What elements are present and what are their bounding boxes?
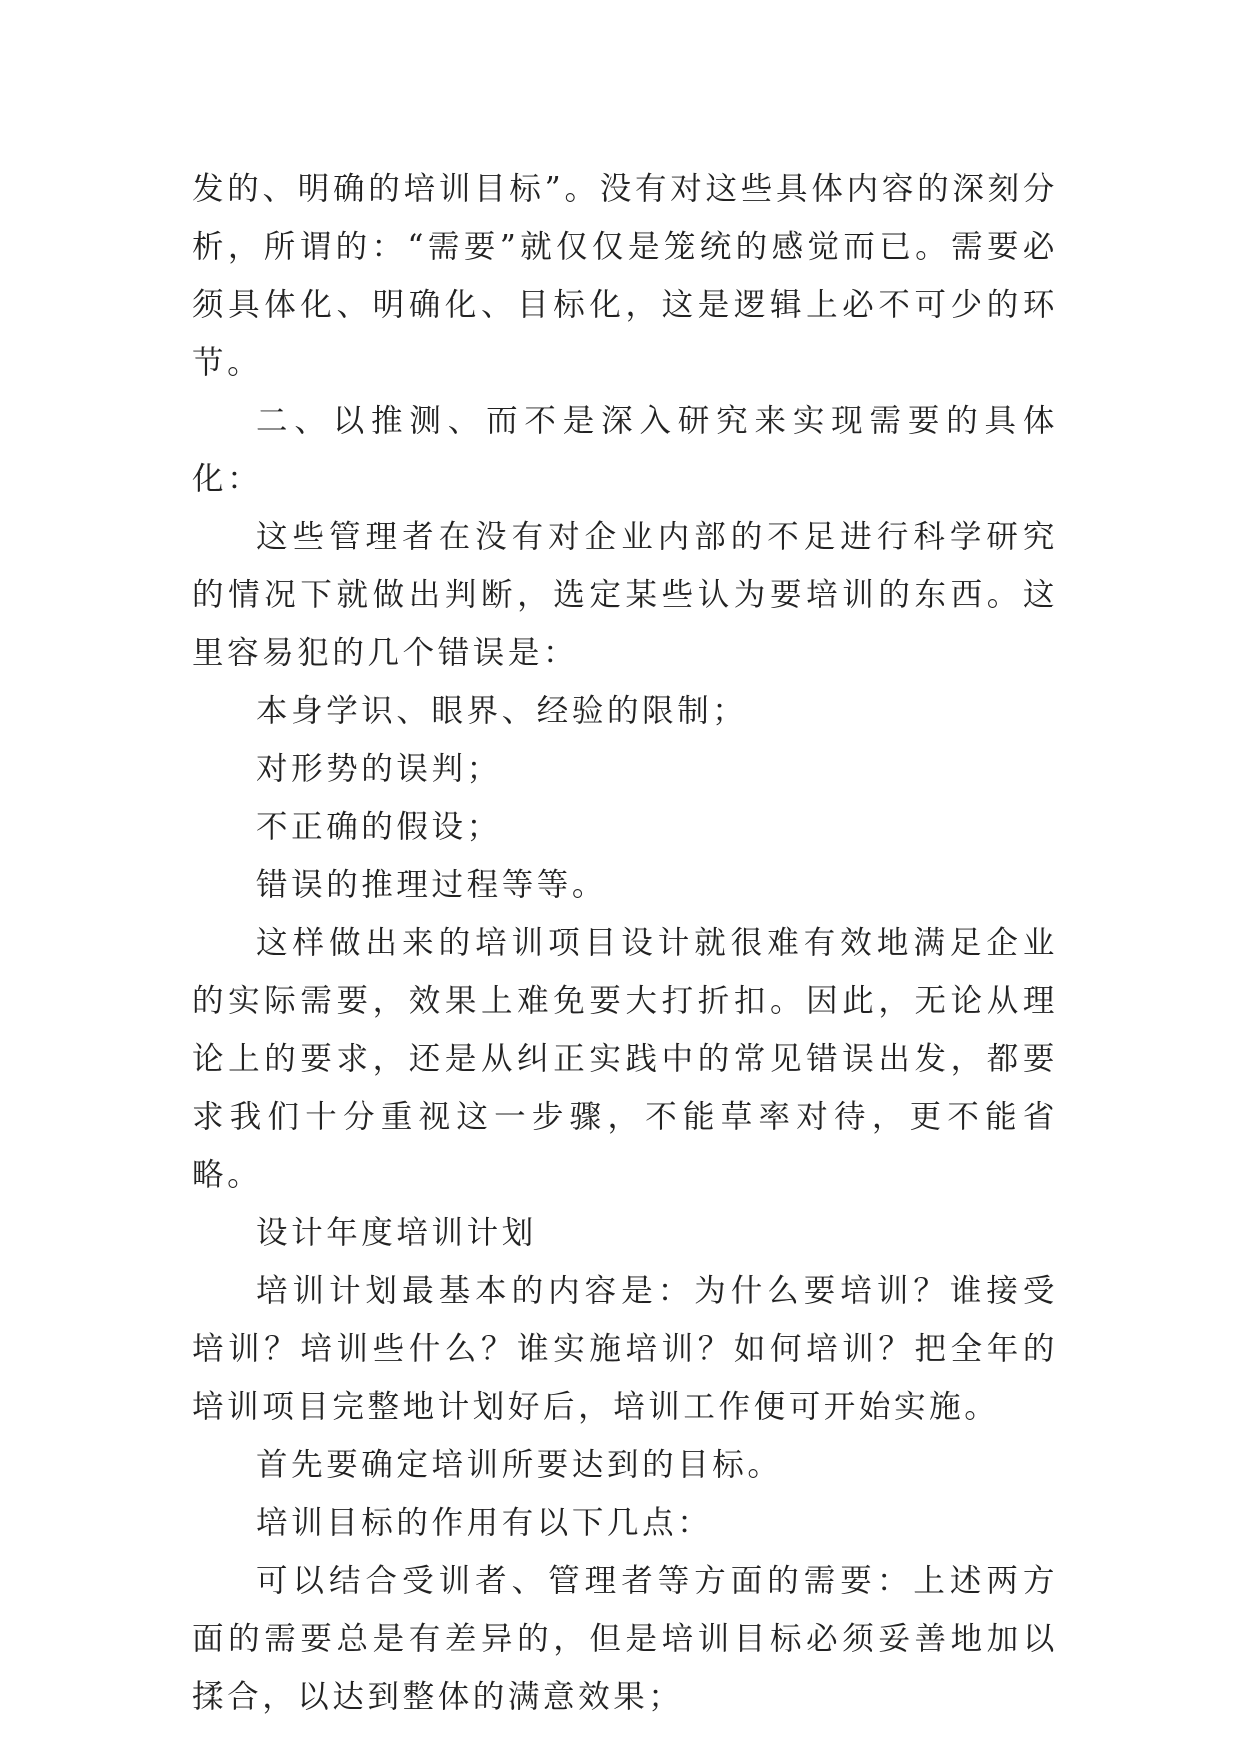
paragraph-8: 这样做出来的培训项目设计就很难有效地满足企业的实际需要，效果上难免要大打折扣。因此，无论从理论上的要求，还是从纠正实践中的常见错误出发，都要求我们十分重视这一步骤，不能草率对待，更不能省略。 xyxy=(192,925,1058,1193)
paragraph-1: 发的、明确的培训目标”。没有对这些具体内容的深刻分析，所谓的：“需要”就仅仅是笼统的感觉而已。需要必须具体化、明确化、目标化，这是逻辑上必不可少的环节。 xyxy=(192,171,1058,381)
paragraph-3: 这些管理者在没有对企业内部的不足进行科学研究的情况下就做出判断，选定某些认为要培训的东西。这里容易犯的几个错误是： xyxy=(192,519,1058,671)
paragraph-4: 本身学识、眼界、经验的限制； xyxy=(256,693,748,729)
paragraph-5: 对形势的误判； xyxy=(256,751,502,787)
paragraph-9: 设计年度培训计划 xyxy=(256,1215,537,1251)
paragraph-2: 二、以推测、而不是深入研究来实现需要的具体化： xyxy=(192,403,1058,497)
paragraph-11: 首先要确定培训所要达到的目标。 xyxy=(256,1447,783,1483)
paragraph-13: 可以结合受训者、管理者等方面的需要：上述两方面的需要总是有差异的，但是培训目标必须妥善地加以揉合，以达到整体的满意效果； xyxy=(192,1563,1058,1715)
paragraph-7: 错误的推理过程等等。 xyxy=(256,867,608,903)
paragraph-10: 培训计划最基本的内容是：为什么要培训？谁接受培训？培训些什么？谁实施培训？如何培训？把全年的培训项目完整地计划好后，培训工作便可开始实施。 xyxy=(192,1273,1058,1425)
document-body xyxy=(192,160,1058,1726)
paragraph-6: 不正确的假设； xyxy=(256,809,502,845)
paragraph-12: 培训目标的作用有以下几点： xyxy=(256,1505,713,1541)
